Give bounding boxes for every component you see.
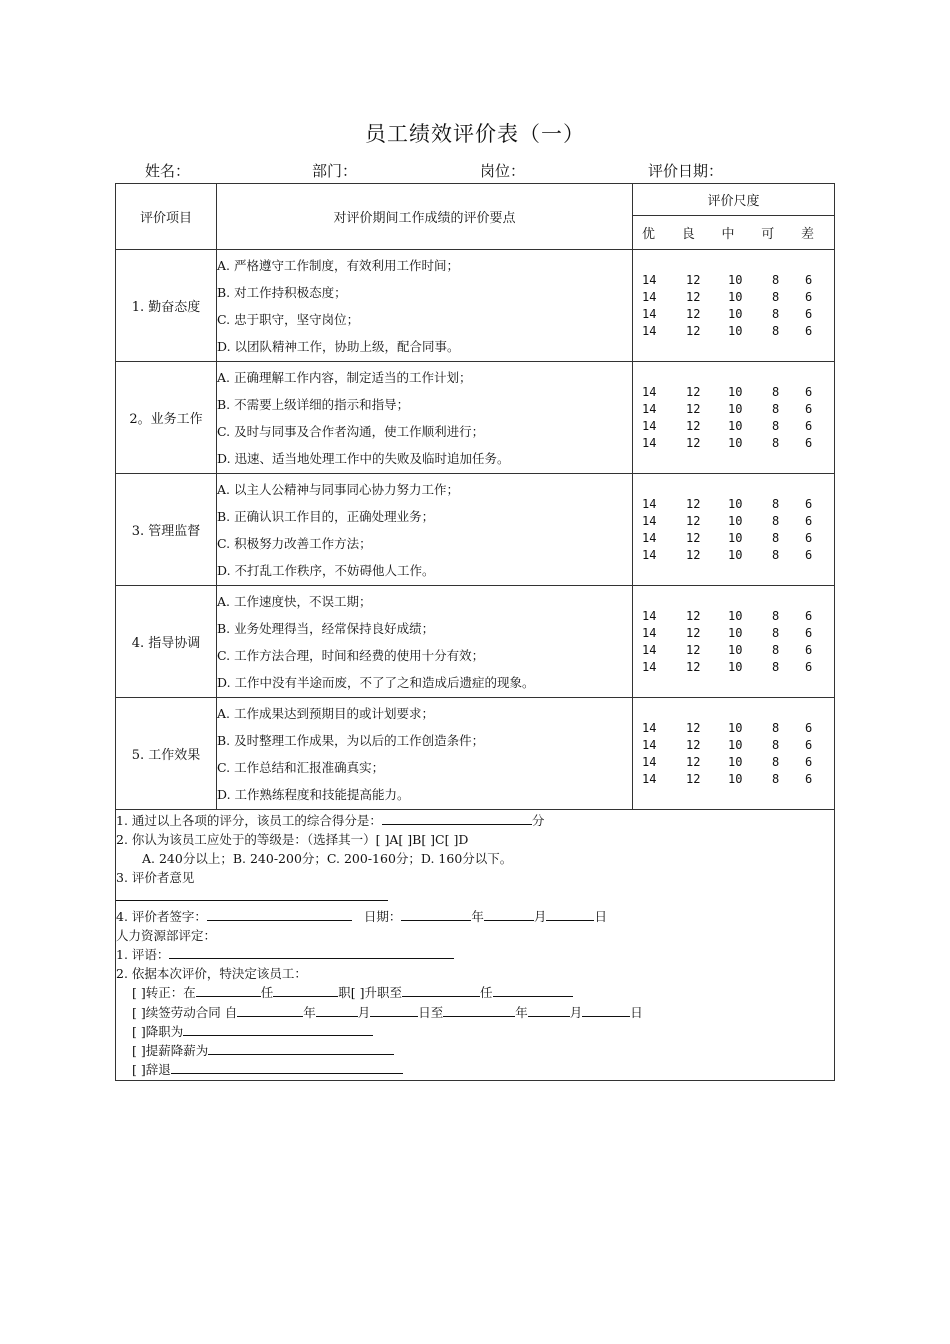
year-blank[interactable] bbox=[401, 907, 471, 921]
criteria-item: C. 积极努力改善工作方法； bbox=[217, 535, 372, 551]
criteria-item: B. 对工作持积极态度； bbox=[217, 284, 347, 300]
department-label: 部门： bbox=[312, 162, 358, 180]
score-row: 14 12 10 8 6 bbox=[642, 720, 813, 735]
hr-label: 人力资源部评定： bbox=[116, 927, 217, 943]
score-cell bbox=[633, 362, 835, 474]
header-scale: 评价尺度 bbox=[633, 184, 835, 216]
summary-section bbox=[116, 810, 835, 1081]
criteria-item: D. 迅速、适当地处理工作中的失败及临时追加任务。 bbox=[217, 450, 510, 466]
criteria-item: A. 以主人公精神与同事同心协力努力工作； bbox=[217, 481, 459, 497]
header-criteria: 对评价期间工作成绩的评价要点 bbox=[217, 184, 633, 250]
category-coordination: 4. 指导协调 bbox=[116, 586, 217, 698]
evaluator-sign-line: 4. 评价者签字： 日期： 年 月 日 bbox=[116, 908, 607, 924]
score-cell bbox=[633, 250, 835, 362]
criteria-item: D. 不打乱工作秩序，不妨碍他人工作。 bbox=[217, 562, 435, 578]
score-row: 14 12 10 8 6 bbox=[642, 642, 813, 657]
grade-options-line: A. 240分以上；B. 240-200分；C. 200-160分；D. 160分以下。 bbox=[142, 851, 513, 867]
checkbox-regularize[interactable]: [ ] bbox=[132, 985, 146, 1001]
criteria-list bbox=[217, 698, 633, 810]
criteria-item: A. 工作成果达到预期目的或计划要求； bbox=[217, 705, 434, 721]
criteria-item: D. 工作中没有半途而废，不了了之和造成后遗症的现象。 bbox=[217, 674, 535, 690]
option-demote: [ ]降职为 bbox=[116, 1022, 834, 1041]
criteria-list bbox=[217, 362, 633, 474]
grade-header-row bbox=[633, 216, 835, 250]
criteria-item: A. 正确理解工作内容，制定适当的工作计划； bbox=[217, 369, 472, 385]
score-row: 14 12 10 8 6 bbox=[642, 625, 813, 640]
day-blank[interactable] bbox=[546, 907, 594, 921]
criteria-item: B. 及时整理工作成果，为以后的工作创造条件； bbox=[217, 732, 485, 748]
evaluator-opinion-label: 3. 评价者意见 bbox=[116, 870, 195, 886]
total-score-blank[interactable] bbox=[382, 811, 532, 825]
checkbox-salary[interactable]: [ ] bbox=[132, 1042, 146, 1058]
criteria-list bbox=[217, 250, 633, 362]
score-row: 14 12 10 8 6 bbox=[642, 384, 813, 399]
grade-selection-line[interactable]: 2. 你认为该员工应处于的等级是：（选择其一）[ ]A[ ]B[ ]C[ ]D bbox=[116, 831, 469, 847]
checkbox-demote[interactable]: [ ] bbox=[132, 1023, 146, 1039]
total-score-line: 1. 通过以上各项的评分，该员工的综合得分是： 分 bbox=[116, 812, 545, 828]
score-row: 14 12 10 8 6 bbox=[642, 530, 813, 545]
section-row bbox=[116, 474, 835, 586]
criteria-item: B. 业务处理得当，经常保持良好成绩； bbox=[217, 620, 435, 636]
name-label: 姓名： bbox=[145, 162, 191, 180]
section-row bbox=[116, 586, 835, 698]
score-row: 14 12 10 8 6 bbox=[642, 771, 813, 786]
criteria-list bbox=[217, 474, 633, 586]
section-row bbox=[116, 698, 835, 810]
grade-poor: 差 bbox=[800, 227, 814, 242]
checkbox-renew[interactable]: [ ] bbox=[132, 1004, 146, 1020]
option-dismiss: [ ]辞退 bbox=[116, 1060, 834, 1079]
score-row: 14 12 10 8 6 bbox=[642, 496, 813, 511]
criteria-list bbox=[217, 586, 633, 698]
score-row: 14 12 10 8 6 bbox=[642, 418, 813, 433]
month-blank[interactable] bbox=[484, 907, 534, 921]
score-row: 14 12 10 8 6 bbox=[642, 737, 813, 752]
criteria-item: A. 严格遵守工作制度，有效利用工作时间； bbox=[217, 257, 459, 273]
grade-good: 良 bbox=[681, 227, 695, 242]
evaluator-opinion-blank[interactable] bbox=[116, 887, 834, 906]
option-regularize: [ ]转正：在 任 职[ ]升职至 任 bbox=[116, 983, 834, 1002]
criteria-item: D. 以团队精神工作，协助上级，配合同事。 bbox=[217, 338, 460, 354]
score-cell bbox=[633, 586, 835, 698]
category-work-results: 5. 工作效果 bbox=[116, 698, 217, 810]
score-row: 14 12 10 8 6 bbox=[642, 754, 813, 769]
criteria-item: A. 工作速度快，不误工期； bbox=[217, 593, 372, 609]
score-row: 14 12 10 8 6 bbox=[642, 435, 813, 450]
criteria-item: C. 忠于职守，坚守岗位； bbox=[217, 311, 360, 327]
criteria-item: B. 正确认识工作目的，正确处理业务； bbox=[217, 508, 435, 524]
score-row: 14 12 10 8 6 bbox=[642, 608, 813, 623]
category-management: 3. 管理监督 bbox=[116, 474, 217, 586]
score-row: 14 12 10 8 6 bbox=[642, 289, 813, 304]
evaluation-date-label: 评价日期： bbox=[648, 162, 724, 180]
score-row: 14 12 10 8 6 bbox=[642, 659, 813, 674]
section-row bbox=[116, 250, 835, 362]
hr-decision-label: 2. 依据本次评价，特決定该员工： bbox=[116, 966, 307, 982]
score-row: 14 12 10 8 6 bbox=[642, 272, 813, 287]
criteria-item: C. 工作总结和汇报准确真实； bbox=[217, 759, 385, 775]
score-row: 14 12 10 8 6 bbox=[642, 401, 813, 416]
criteria-item: D. 工作熟练程度和技能提高能力。 bbox=[217, 786, 410, 802]
grade-fair: 可 bbox=[761, 227, 775, 242]
option-salary-change: [ ]提薪降薪为 bbox=[116, 1041, 834, 1060]
criteria-item: B. 不需要上级详细的指示和指导； bbox=[217, 396, 410, 412]
criteria-item: C. 及时与同事及合作者沟通，使工作顺利进行； bbox=[217, 423, 485, 439]
category-business-work: 2。业务工作 bbox=[116, 362, 217, 474]
score-row: 14 12 10 8 6 bbox=[642, 513, 813, 528]
grade-average: 中 bbox=[721, 227, 735, 242]
criteria-item: C. 工作方法合理，时间和经费的使用十分有效； bbox=[217, 647, 485, 663]
evaluation-table bbox=[115, 183, 835, 1081]
score-row: 14 12 10 8 6 bbox=[642, 547, 813, 562]
score-cell bbox=[633, 698, 835, 810]
page-title: 员工绩效评价表（一） bbox=[365, 122, 585, 146]
score-cell bbox=[633, 474, 835, 586]
score-row: 14 12 10 8 6 bbox=[642, 323, 813, 338]
checkbox-dismiss[interactable]: [ ] bbox=[132, 1062, 146, 1078]
option-renew-contract: [ ]续签劳动合同 自 年 月 日至 年 月 日 bbox=[132, 1004, 643, 1020]
position-label: 岗位： bbox=[480, 162, 526, 180]
score-row: 14 12 10 8 6 bbox=[642, 306, 813, 321]
category-diligence: 1. 勤奋态度 bbox=[116, 250, 217, 362]
header-evaluation-item: 评价项目 bbox=[116, 184, 217, 250]
hr-comment-line: 1. 评语： bbox=[116, 945, 834, 964]
evaluator-signature-blank[interactable] bbox=[207, 907, 352, 921]
grade-excellent: 优 bbox=[642, 227, 656, 242]
checkbox-promote[interactable]: [ ] bbox=[350, 985, 365, 1001]
section-row bbox=[116, 362, 835, 474]
hr-comment-blank[interactable] bbox=[169, 945, 454, 959]
